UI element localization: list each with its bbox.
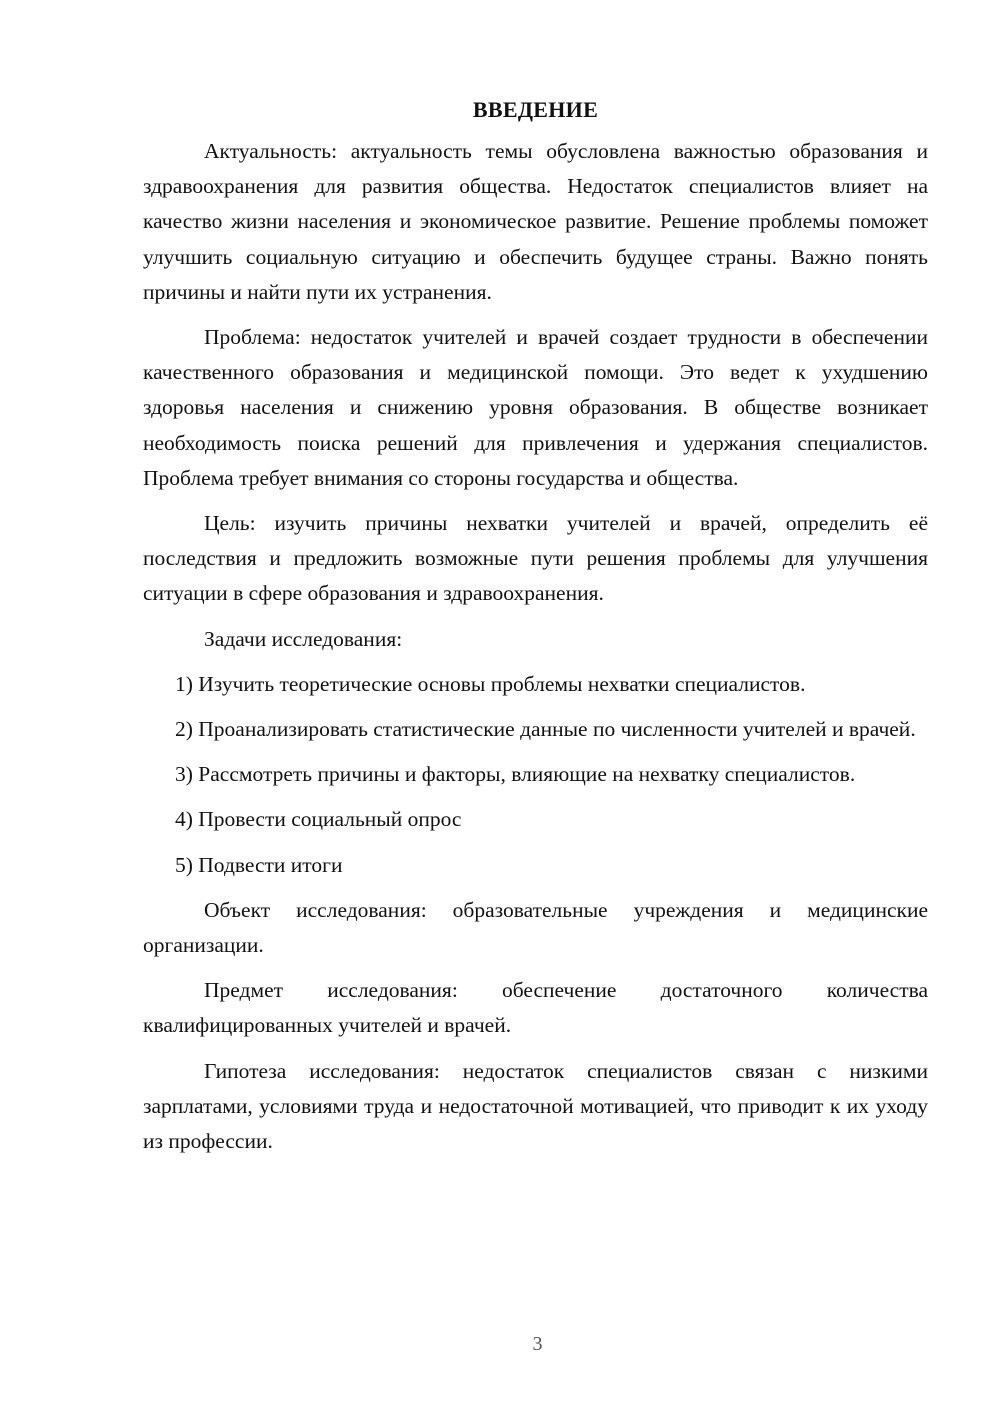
hypothesis-paragraph: Гипотеза исследования: недостаток специалистов связан с низкими зарплатами, условиями труда и недостаточной мотивацией, что приводит к их уходу из профессии. <box>143 1058 928 1154</box>
task-item: 5) Подвести итоги <box>175 852 343 877</box>
goal-paragraph: Цель: изучить причины нехватки учителей и врачей, определить её последствия и предложить возможные пути решения проблемы для улучшения ситуации в сфере образования и здравоохранения. <box>143 511 928 606</box>
document-page <box>143 92 928 1169</box>
relevance-paragraph: Актуальность: актуальность темы обусловлена важностью образования и здравоохранения для развития общества. Недостаток специалистов влияет на качество жизни населения и экономическое развитие. Решение проблемы поможет улучшить социальную ситуацию и обеспечить будущее страны. Важно понять причины и найти пути их устранения. <box>143 139 928 304</box>
tasks-heading-paragraph: Задачи исследования: <box>204 626 403 651</box>
object-paragraph: Объект исследования: образовательные учреждения и медицинские организации. <box>143 897 928 958</box>
task-item: 4) Провести социальный опрос <box>175 807 462 832</box>
task-item: 2) Проанализировать статистические данные по численности учителей и врачей. <box>175 717 916 742</box>
task-item: 3) Рассмотреть причины и факторы, влияющие на нехватку специалистов. <box>175 762 856 787</box>
subject-paragraph: Предмет исследования: обеспечение достаточного количества квалифицированных учителей и врачей. <box>143 978 928 1038</box>
page-number: 3 <box>532 1333 543 1355</box>
section-heading: ВВЕДЕНИЕ <box>472 97 599 122</box>
task-item: 1) Изучить теоретические основы проблемы нехватки специалистов. <box>175 671 806 696</box>
problem-paragraph: Проблема: недостаток учителей и врачей создает трудности в обеспечении качественного образования и медицинской помощи. Это ведет к ухудшению здоровья населения и снижению уровня образования. В обществе возникает необходимость поиска решений для привлечения и удержания специалистов. Проблема требует внимания со стороны государства и общества. <box>143 325 928 490</box>
